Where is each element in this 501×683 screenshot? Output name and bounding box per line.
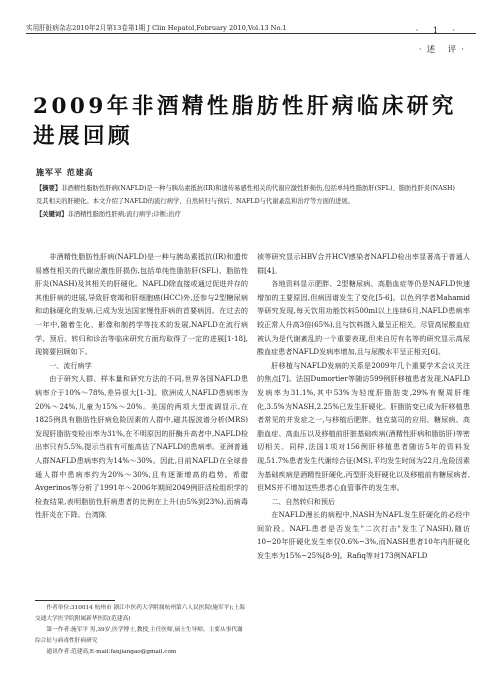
intro-paragraph: 非酒精性脂肪性肝病(NAFLD)是一种与胰岛素抵抗(IR)和遗传易感性相关的代谢应激性肝损伤,包括单纯性脂肪肝(SFL)、脂肪性肝炎(NASH)及其相关的肝硬化。NAFLD除直接或通过促进并存的其他肝病的进展,导致肝衰竭和肝细胞癌(HCC)外,还参与2型糖尿病和动脉硬化的发病,已成为发达国家慢性肝病的首要病因。在过去的一年中,随着生化、影像和制药学等技术的发展,NAFLD在流行病学、预后、转归和诊治等临床研究方面均取得了一定的进展[1-18],现简要回顾如下。 (35, 252, 248, 357)
liver-transplant-paragraph: 肝移植与NAFLD发病的关系是2009年几个重要学术会议关注的焦点[7]。法国Dumortier等随访599例肝移植患者发现,NAFLD发病率为31.1%,其中53%为轻度肝脂肪变,29%有聚周肝维化,3.5%为NASH,2.25%已发生肝硬化。肝脂肪变已成为肝移植患者常见的并发症之一,与移植后肥胖、他克莫司的应用、糖尿病、高脂血症、高血压以及移植前肝脏基础疾病(酒精性肝病和脂肪肝)等密切相关。同样,法国1项对156例肝移植患者随访5年的资料发现,51.7%患者发生代谢综合征(MS),平均发生时间为22月,危险因素为基础疾病是酒精性肝硬化,丙型肝炎肝硬化以及移植前有糖尿病者,但MS并不增加这些患者心血管事件的发生率。 (257, 360, 470, 493)
running-head: 实用肝脏病杂志2010年2月第13卷第1期 J Clin Hepatol,February 2010,Vol.13 No.1 (26, 24, 287, 32)
section-heading-epidemiology: 一、流行病学 (49, 360, 92, 370)
keywords-label: 【关键词】 (36, 211, 68, 218)
article-title: 2009年非酒精性脂肪性肝病临床研究进展回顾 (33, 94, 457, 149)
page-number-mark: · 1 · (415, 26, 461, 35)
affiliation-note: 作者单位:310014 杭州市 浙江中医药大学附属杭州第六人民医院(施军平);上海交通大学医学院附属新华医院(范建高) (35, 605, 245, 622)
header-rule (26, 33, 476, 34)
left-column (35, 250, 248, 522)
epidemiology-paragraph: 由于研究人群、样本量和研究方法的不同,世界各国NAFLD患病率介于10%～78%,差异很大[1-3]。欧洲成人NAFLD患病率为20%～24%,儿童为15%～20%。美国的两项大型流调显示,在1825例具有脂肪性肝病危险因素的人群中,磁共振波谱分析(MRS)发现肝脂肪变检出率为31%,在不明原因的肝酶升高者中,NAFLD检出率只有5.5%,提示当前有可能高估了NAFLD的患病率。亚洲普通人群NAFLD患病率约为14%～30%。因此,目前NAFLD在全球普通人群中患病率约为20%～30%,且有逐渐增高的趋势。希腊Avgerinos等分析了1991年～2006年期间2049例肝活检组织学的检查结果,表明脂肪性肝病患者的比例在上升(由5%到23%),而病毒性肝炎在下降。台湾陈 (35, 374, 248, 520)
footnotes (35, 603, 248, 658)
natural-history-paragraph: 在NAFLD漫长的病程中,NASH为NAFL发生肝硬化的必经中间阶段。NAFL患者是否发生"二次打击"发生了NASH),随访10~20年肝硬化发生率仅0.6%~3%,而NASH患者10年内肝硬化发生率为15%~25%[8-9]。Rafiq等对173例NAFLD (257, 510, 470, 561)
abstract-block (36, 182, 460, 221)
footnote-rule (35, 600, 115, 601)
section-heading-natural-history: 二、自然转归和预后 (271, 496, 336, 506)
authors: 施军平 范建高 (36, 167, 94, 177)
correspondence-note: 通讯作者:范建高,E-mail:fanjiangao@gmail.com (46, 649, 177, 655)
continued-paragraph: 祯等研究显示HBV合并HCV感染者NAFLD检出率显著高于普通人群[4]。 (257, 252, 470, 275)
abstract-label: 【摘要】 (36, 185, 62, 192)
first-author-note: 第一作者:施军平 男,39岁,医学博士,教授,主任医师,硕士生导师。主要从事代谢综合征与病毒性肝病研究 (35, 627, 243, 644)
right-column (257, 250, 470, 563)
risk-factor-paragraph: 各地资料显示肥胖、2型糖尿病、高脂血症等仍是NAFLD快速增加的主要原因,但病因谱发生了变化[5-6]。以色列学者Mahamid等研究发现,每天饮用功能饮料500ml以上连续6月,NAFLD患病率较正常人升高3倍(65%),且与饮料摄入量呈正相关。尽管高尿酸血症被认为是代谢紊乱的一个重要表现,但来自厉有名等的研究显示高尿酸血症患者NAFLD发病率增加,且与尿酸水平呈正相关[6]。 (257, 279, 470, 357)
abstract-text: 非酒精性脂肪性肝病(NAFLD)是一种与胰岛素抵抗(IR)和遗传易感性相关的代谢应激性肝损伤,包括单纯性脂肪肝(SFL)、脂肪性肝炎(NASH)及其相关的肝硬化。本文介绍了NAFLD的流行病学、自然转归与预后、NAFLD与代谢紊乱和治疗等方面的进展。 (36, 185, 456, 205)
keywords-text: 非酒精性脂肪性肝病;流行病学;诊断;治疗 (67, 211, 181, 218)
section-tag: ·述 评· (418, 45, 469, 55)
